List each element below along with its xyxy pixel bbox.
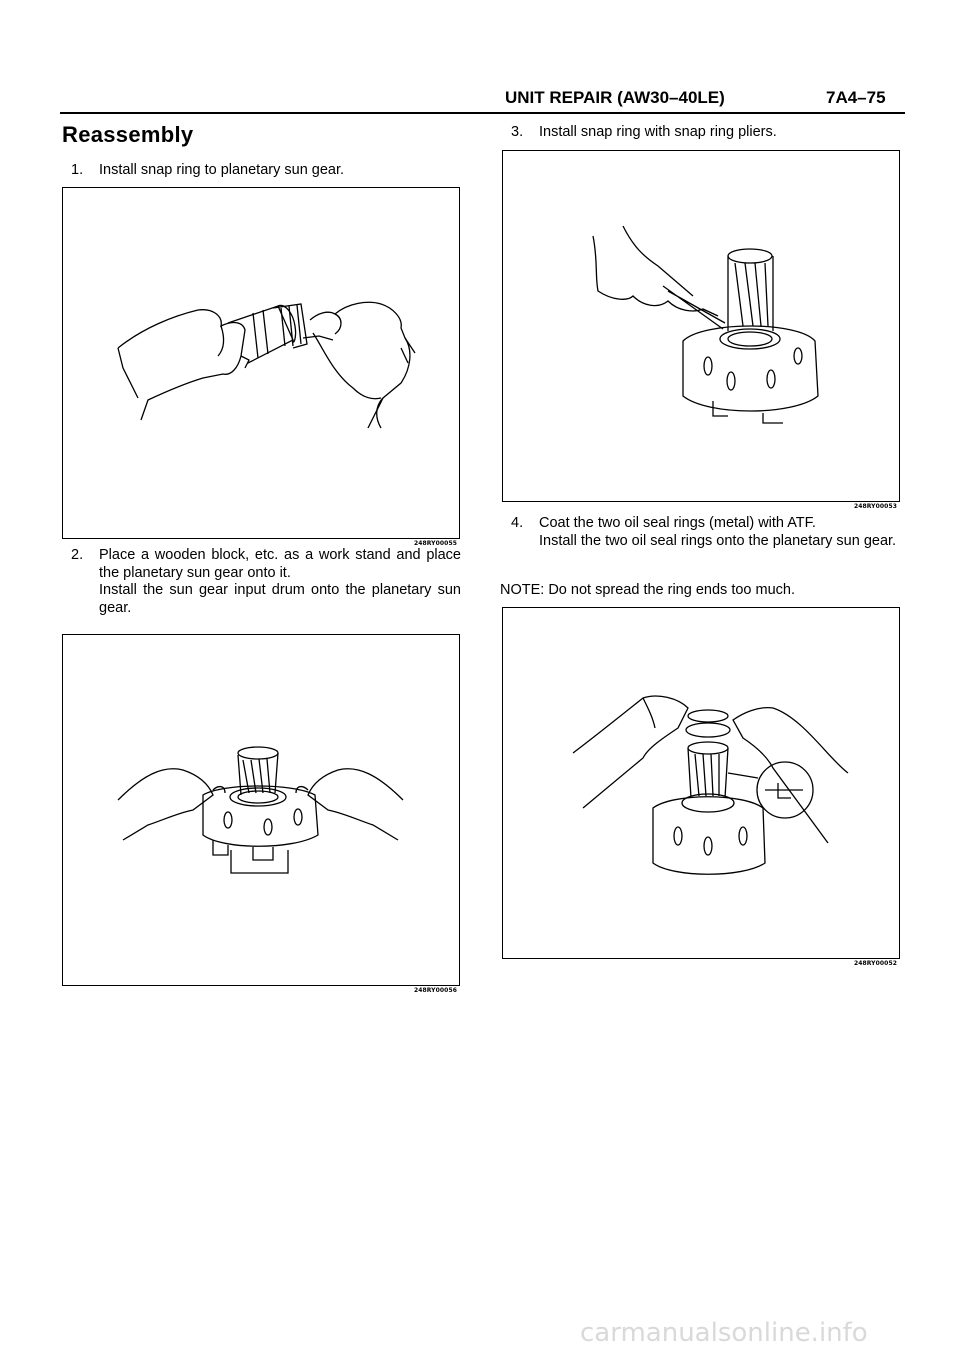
figure-snap-ring-install (62, 187, 460, 547)
input-drum-on-block-illustration (63, 635, 459, 985)
step-number: 1. (71, 162, 84, 178)
page-number: 7A4–75 (826, 88, 886, 107)
figure-oil-seal-rings (502, 607, 900, 967)
step-4 (511, 515, 901, 550)
hands-snap-ring-illustration (63, 188, 459, 538)
step-text: Install snap ring with snap ring pliers. (539, 124, 777, 140)
figure-code: 248RY00056 (413, 987, 457, 994)
section-title: Reassembly (62, 122, 194, 147)
step-2 (71, 547, 461, 617)
header-title: UNIT REPAIR (AW30–40LE) (505, 88, 725, 107)
step-text: Install the two oil seal rings onto the planetary sun gear. (539, 532, 897, 549)
step-text: Coat the two oil seal rings (metal) with ATF. (539, 515, 816, 531)
step-1 (71, 162, 461, 180)
figure-code: 248RY00055 (413, 540, 457, 547)
figure-code: 248RY00052 (853, 960, 897, 967)
oil-seal-ring-illustration (503, 608, 899, 958)
step-number: 2. (71, 547, 84, 563)
figure-code: 248RY00053 (853, 503, 897, 510)
figure-snap-ring-pliers (502, 150, 900, 510)
step-3 (511, 124, 901, 142)
watermark: carmanualsonline.info (580, 1318, 868, 1348)
figure-input-drum (62, 634, 460, 994)
step-number: 4. (511, 515, 524, 531)
note-text: NOTE: Do not spread the ring ends too much. (500, 582, 795, 598)
step-text: Place a wooden block, etc. as a work stand and place the planetary sun gear onto it. (99, 547, 461, 581)
step-text: Install snap ring to planetary sun gear. (99, 162, 345, 178)
step-number: 3. (511, 124, 524, 140)
header-divider (60, 112, 905, 114)
step-text: Install the sun gear input drum onto the planetary sun gear. (99, 582, 461, 616)
snap-ring-pliers-illustration (503, 151, 899, 501)
